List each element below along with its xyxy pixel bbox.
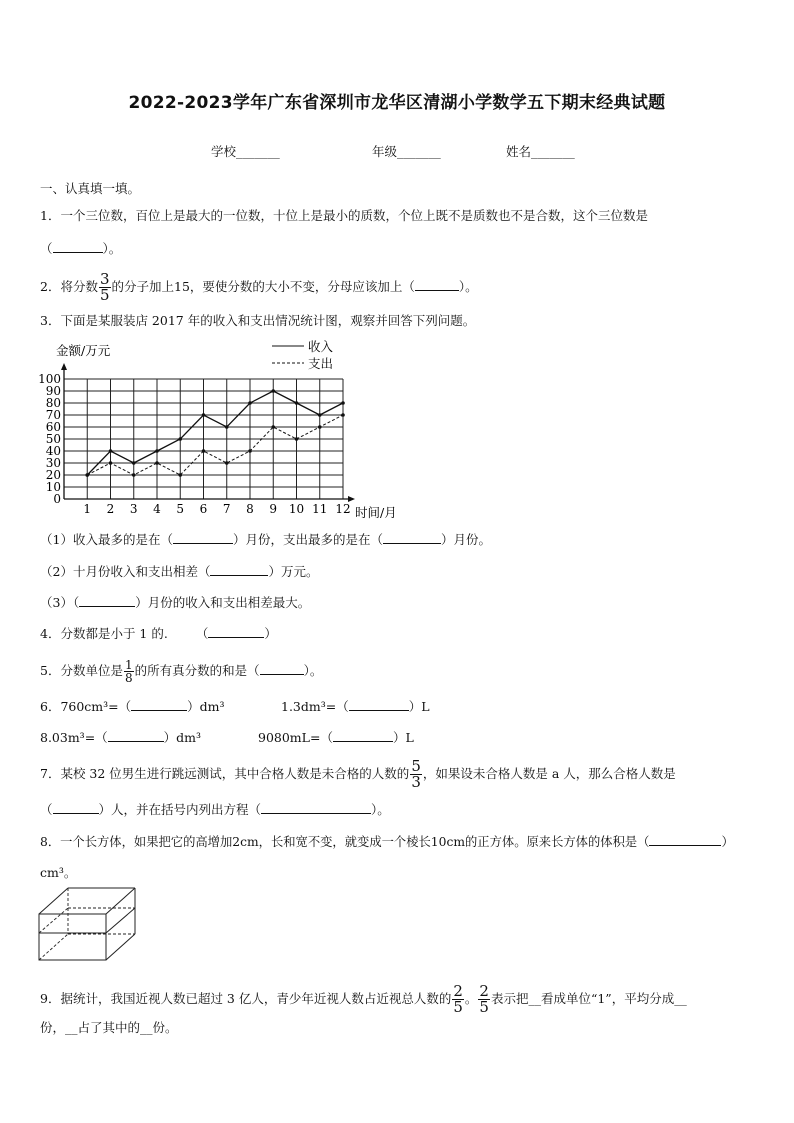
legend-label-支出: 支出 <box>308 356 334 371</box>
question-8-line-1 <box>40 833 734 850</box>
point-收入-8 <box>248 401 252 405</box>
q7-blank-a[interactable] <box>53 801 99 814</box>
q8-blank[interactable] <box>649 833 721 846</box>
q4-paren-close: ） <box>264 626 277 641</box>
point-支出-7 <box>225 461 229 465</box>
cuboid-height-line-side <box>106 908 135 933</box>
y-tick-100: 100 <box>38 372 61 386</box>
q6-d-text: 9080mL=（ <box>258 730 333 745</box>
q7-text-c: ）。 <box>371 802 390 817</box>
q3-2-blank[interactable] <box>210 563 268 576</box>
question-3-3 <box>40 594 310 611</box>
point-收入-7 <box>225 425 229 429</box>
q3-1-text-c: ）月份。 <box>440 532 491 547</box>
chart-axes <box>61 363 355 502</box>
q7-text: 7．某校 32 位男生进行跳远测试，其中合格人数是未合格的人数的 <box>40 766 410 781</box>
q5-text-post: 的所有真分数的和是（ <box>134 663 260 678</box>
point-支出-3 <box>132 473 136 477</box>
y-tick-30: 30 <box>45 456 61 470</box>
question-9-line-2: 份，__占了其中的__份。 <box>40 1020 178 1035</box>
q8-text: 8．一个长方体，如果把它的高增加2cm，长和宽不变，就变成一个棱长10cm的正方体。原来长方体的体积是（ <box>40 835 650 849</box>
paren-open: （ <box>40 241 53 256</box>
grade-field[interactable]: 年级_______ <box>372 144 441 159</box>
q6-b-unit: ）L <box>408 699 430 714</box>
point-收入-11 <box>318 413 322 417</box>
fraction-2-5: $\frac{2}{5}$ <box>453 982 463 1016</box>
q7-text-b: ）人，并在括号内列出方程（ <box>98 802 262 817</box>
chart-series <box>85 389 344 477</box>
question-3-text: 3．下面是某服装店 2017 年的收入和支出情况统计图，观察并回答下列问题。 <box>40 313 476 328</box>
q6-a-blank[interactable] <box>131 698 187 711</box>
y-tick-50: 50 <box>45 432 61 446</box>
q4-blank[interactable] <box>208 625 264 638</box>
q2-end: ）。 <box>458 279 478 294</box>
q3-3-text-a: （3）（ <box>40 595 80 610</box>
cuboid-hidden-mid-diagonal <box>39 908 68 933</box>
point-支出-2 <box>109 461 113 465</box>
y-tick-70: 70 <box>45 408 61 422</box>
q6-c-unit: ）dm³ <box>163 730 202 745</box>
y-tick-0: 0 <box>53 492 61 506</box>
chart-grid <box>64 379 343 499</box>
y-tick-60: 60 <box>45 420 61 434</box>
point-收入-12 <box>341 401 345 405</box>
point-支出-4 <box>155 461 159 465</box>
point-收入-3 <box>132 461 136 465</box>
x-tick-12: 12 <box>335 502 351 516</box>
x-tick-2: 2 <box>106 502 115 516</box>
x-tick-11: 11 <box>312 502 328 516</box>
y-axis-label: 金额/万元 <box>56 343 111 358</box>
question-2-blank[interactable] <box>415 278 459 291</box>
q6-d-blank[interactable] <box>333 729 393 742</box>
question-3-1 <box>40 531 491 548</box>
point-支出-11 <box>318 425 322 429</box>
q3-1-blank-b[interactable] <box>383 531 441 544</box>
q3-1-text-a: （1）收入最多的是在（ <box>40 532 173 547</box>
fraction-3-5: $\frac{3}{5}$ <box>99 270 110 304</box>
y-axis-arrow <box>61 363 67 370</box>
x-tick-6: 6 <box>199 502 208 516</box>
point-收入-2 <box>109 449 113 453</box>
cuboid-front-face <box>39 914 106 960</box>
x-tick-10: 10 <box>288 502 305 516</box>
cuboid-edge-top-right <box>106 888 135 914</box>
question-1-text: 1．一个三位数，百位上是最大的一位数，十位上是最小的质数，个位上既不是质数也不是合数，这个三位数是 <box>40 208 648 223</box>
q3-2-text-a: （2）十月份收入和支出相差（ <box>40 564 211 579</box>
x-tick-5: 5 <box>176 502 185 516</box>
series-line-支出 <box>87 415 343 475</box>
cuboid-hidden-diagonal <box>39 934 68 960</box>
paren-close: ）。 <box>102 241 122 256</box>
q6-b-text: 1.3dm³=（ <box>281 699 349 714</box>
q8-paren-close: ） <box>721 835 734 849</box>
question-1-answer-line <box>40 240 121 257</box>
cuboid-figure <box>36 884 140 966</box>
q7-equation-blank[interactable] <box>261 801 371 814</box>
question-8-line-2: cm³。 <box>40 865 77 880</box>
y-tick-40: 40 <box>45 444 61 458</box>
x-axis-label: 时间/月 <box>355 505 397 520</box>
question-9-line-1 <box>40 984 687 1015</box>
q3-3-blank[interactable] <box>79 594 135 607</box>
question-5 <box>40 659 322 684</box>
question-3-2 <box>40 563 318 580</box>
q3-3-text-b: ）月份的收入和支出相差最大。 <box>135 595 311 610</box>
q4-paren-open: （ <box>195 626 209 641</box>
point-收入-6 <box>202 413 206 417</box>
q6-b-blank[interactable] <box>349 698 409 711</box>
y-tick-labels <box>38 372 61 506</box>
point-收入-9 <box>271 389 275 393</box>
q3-2-text-b: ）万元。 <box>268 564 319 579</box>
q7-paren-open: （ <box>40 802 53 817</box>
point-支出-1 <box>85 473 89 477</box>
question-6-a <box>40 698 225 715</box>
question-7-line-2 <box>40 801 390 818</box>
series-line-收入 <box>87 391 343 475</box>
q7-text-post: ，如果设未合格人数是 a 人，那么合格人数是 <box>422 766 676 781</box>
q5-blank[interactable] <box>260 662 304 675</box>
section-heading: 一、认真填一填。 <box>40 181 141 196</box>
q3-1-blank-a[interactable] <box>173 531 233 544</box>
school-field[interactable]: 学校_______ <box>211 144 280 159</box>
question-6-c <box>40 729 201 746</box>
point-支出-8 <box>248 449 252 453</box>
point-收入-5 <box>178 437 182 441</box>
question-1-blank[interactable] <box>53 240 103 253</box>
x-tick-labels <box>83 502 350 516</box>
question-7-line-1 <box>40 759 676 790</box>
q6-c-blank[interactable] <box>108 729 164 742</box>
x-tick-4: 4 <box>153 502 161 516</box>
chart-legend <box>272 339 334 371</box>
q6-a-text: 6．760cm³=（ <box>40 699 132 714</box>
x-tick-7: 7 <box>222 502 231 516</box>
name-field[interactable]: 姓名_______ <box>506 144 575 159</box>
point-支出-6 <box>202 449 206 453</box>
y-tick-20: 20 <box>45 468 61 482</box>
question-4 <box>40 625 277 642</box>
point-支出-9 <box>271 425 275 429</box>
fraction-2-5-second: $\frac{2}{5}$ <box>479 982 489 1016</box>
income-expense-line-chart <box>36 336 416 526</box>
y-tick-80: 80 <box>45 396 61 410</box>
question-2 <box>40 272 478 303</box>
q5-end: ）。 <box>303 663 323 678</box>
y-tick-90: 90 <box>45 384 61 398</box>
q6-c-text: 8.03m³=（ <box>40 730 108 745</box>
q5-text: 5．分数单位是 <box>40 663 123 678</box>
point-收入-4 <box>155 449 159 453</box>
fraction-1-8: $\frac{1}{8}$ <box>124 658 133 685</box>
fraction-5-3: $\frac{5}{3}$ <box>411 757 421 791</box>
y-tick-10: 10 <box>45 480 61 494</box>
x-tick-1: 1 <box>83 502 92 516</box>
q4-text: 4．分数都是小于 1 的. <box>40 626 168 641</box>
q2-text-post: 的分子加上15，要使分数的大小不变，分母应该加上（ <box>111 279 415 294</box>
q2-text: 2．将分数 <box>40 279 98 294</box>
q6-a-unit: ）dm³ <box>187 699 225 714</box>
x-tick-3: 3 <box>129 502 138 516</box>
page-title: 2022-2023学年广东省深圳市龙华区清湖小学数学五下期末经典试题 <box>128 93 666 113</box>
cuboid-edge-top-left <box>39 888 68 914</box>
x-tick-9: 9 <box>269 502 278 516</box>
q3-1-text-b: ）月份，支出最多的是在（ <box>232 532 383 547</box>
q9-text: 9．据统计，我国近视人数已超过 3 亿人，青少年近视人数占近视总人数的 <box>40 991 452 1006</box>
point-支出-5 <box>178 473 182 477</box>
point-支出-10 <box>295 437 299 441</box>
q9-text-post: 表示把__看成单位“1”，平均分成__ <box>490 991 687 1006</box>
q6-d-unit: ）L <box>392 730 414 745</box>
x-tick-8: 8 <box>246 502 254 516</box>
question-6-b <box>281 698 430 715</box>
question-6-d <box>258 729 414 746</box>
legend-label-收入: 收入 <box>308 339 334 354</box>
q9-period: 。 <box>464 991 478 1006</box>
point-收入-10 <box>295 401 299 405</box>
point-支出-12 <box>341 413 345 417</box>
cuboid-edge-bottom-right <box>106 934 135 960</box>
